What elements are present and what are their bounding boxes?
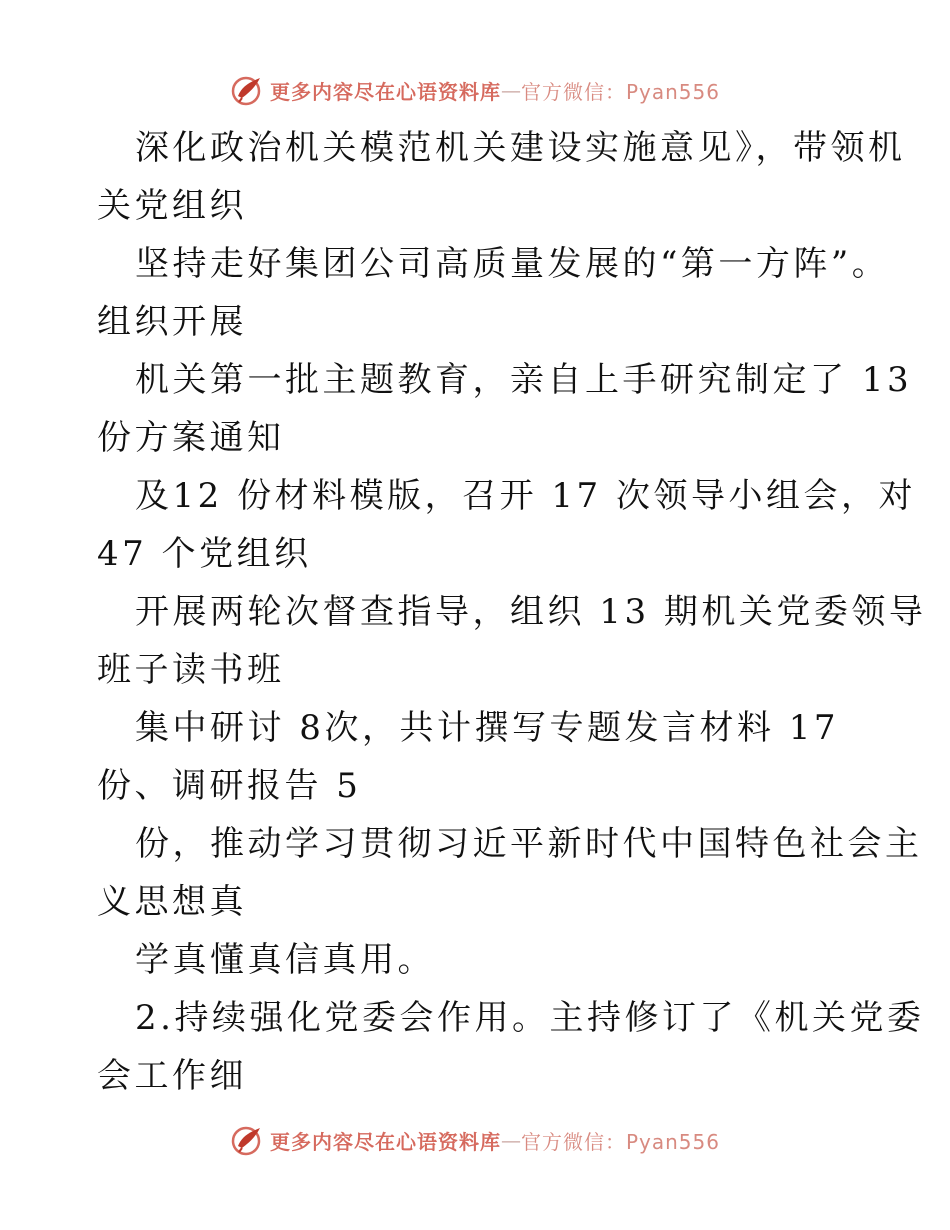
watermark-title: 更多内容尽在心语资料库	[269, 79, 501, 104]
text-line: 组织开展	[97, 302, 247, 342]
text-line: 学真懂真信真用。	[135, 940, 435, 980]
text-line: 份，推动学习贯彻习近平新时代中国特色社会主	[135, 824, 923, 864]
watermark-separator: —	[500, 1128, 521, 1152]
watermark-title: 更多内容尽在心语资料库	[269, 1129, 501, 1154]
text-line: 深化政治机关模范机关建设实施意见》，带领机	[135, 128, 906, 168]
text-line: 及12 份材料模版，召开 17 次领导小组会，对	[135, 476, 916, 516]
text-line: 会工作细	[97, 1056, 247, 1096]
document-body	[97, 119, 927, 1105]
watermark-separator: —	[500, 78, 521, 102]
text-line: 开展两轮次督查指导，组织 13 期机关党委领导	[135, 592, 927, 632]
text-line: 2.持续强化党委会作用。主持修订了《机关党委	[135, 998, 925, 1038]
text-line: 机关第一批主题教育，亲自上手研究制定了 13	[135, 360, 913, 400]
text-line: 关党组织	[97, 186, 247, 226]
footer-watermark	[0, 1120, 950, 1160]
text-line: 班子读书班	[97, 650, 285, 690]
text-line: 47 个党组织	[97, 534, 312, 574]
fountain-pen-logo-icon	[230, 1122, 266, 1158]
watermark-wechat: 官方微信：Pyan556	[520, 1129, 720, 1154]
text-line: 集中研讨 8次，共计撰写专题发言材料 17	[135, 708, 840, 748]
fountain-pen-logo-icon	[230, 72, 266, 108]
text-line: 坚持走好集团公司高质量发展的“第一方阵”。	[135, 244, 890, 284]
watermark-wechat: 官方微信：Pyan556	[520, 79, 720, 104]
text-line: 份、调研报告 5	[97, 766, 362, 806]
text-line: 义思想真	[97, 882, 247, 922]
header-watermark	[0, 70, 950, 110]
text-line: 份方案通知	[97, 418, 285, 458]
